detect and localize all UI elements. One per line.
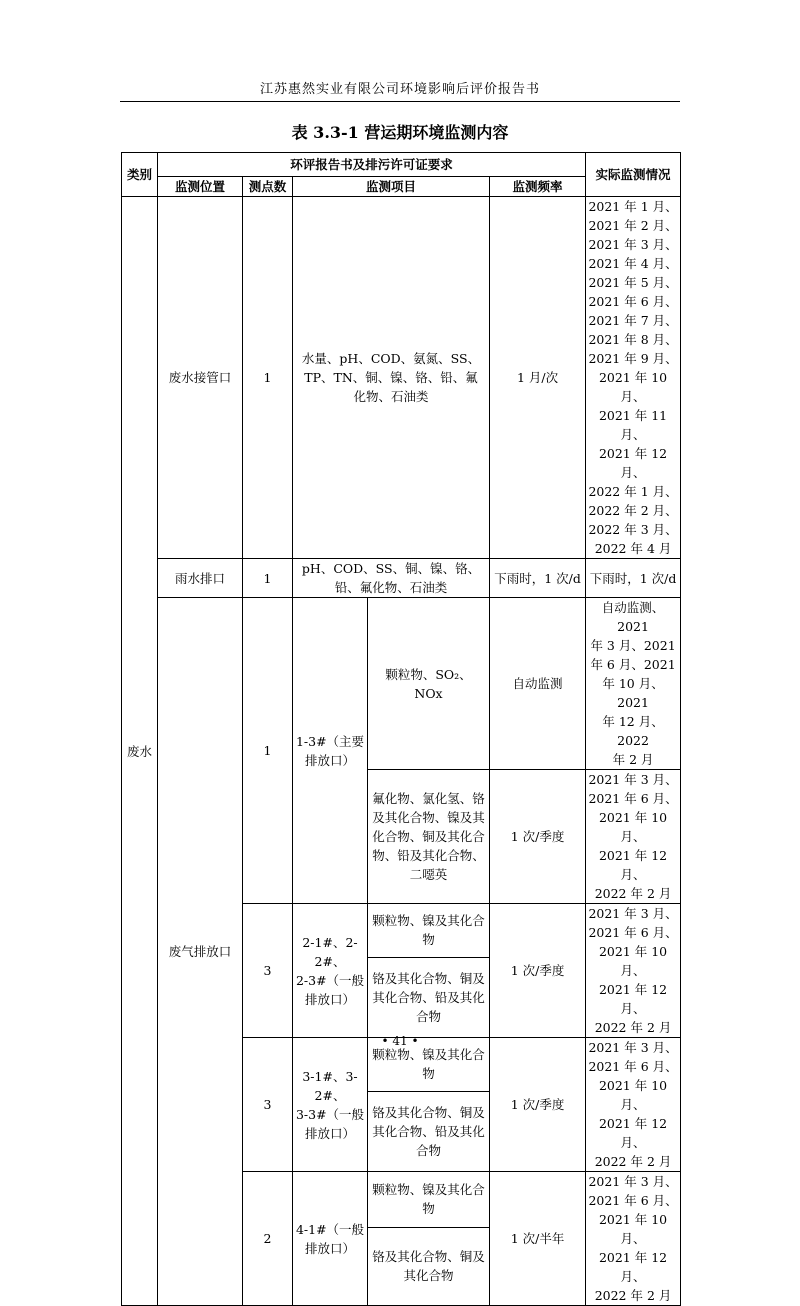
location-cell: 废水接管口: [158, 197, 243, 559]
page-number: • 41 •: [381, 1034, 419, 1048]
points-cell: 3: [243, 904, 293, 1038]
table-title: 表 3.3-1 营运期环境监测内容: [291, 123, 509, 142]
frequency-cell: 下雨时，1 次/d: [490, 559, 586, 598]
header-actual: 实际监测情况: [586, 153, 681, 197]
items-cell: 颗粒物、镍及其化合 物: [368, 1038, 490, 1092]
items-cell: 颗粒物、镍及其化合 物: [368, 904, 490, 958]
actual-cell: 2021 年 3 月、 2021 年 6 月、 2021 年 10 月、 2021 年 12 月、 2022 年 2 月: [586, 770, 681, 904]
points-cell: 2: [243, 1172, 293, 1306]
table-row: [122, 197, 681, 559]
items-cell: 颗粒物、SO₂、 NOx: [368, 598, 490, 770]
header-frequency: 监测频率: [490, 177, 586, 197]
frequency-cell: 1 次/季度: [490, 770, 586, 904]
items-cell: 铬及其化合物、铜及 其化合物、铅及其化 合物: [368, 957, 490, 1037]
header-location: 监测位置: [158, 177, 243, 197]
points-cell: 1: [243, 598, 293, 904]
items-cell: 水量、pH、COD、氨氮、SS、 TP、TN、铜、镍、铬、铅、氟 化物、石油类: [293, 197, 490, 559]
outlet-cell: 3-1#、3-2#、 3-3#（一般 排放口）: [293, 1038, 368, 1172]
actual-cell: 2021 年 3 月、 2021 年 6 月、 2021 年 10 月、 2021 年 12 月、 2022 年 2 月: [586, 1172, 681, 1306]
items-cell: 铬及其化合物、铜及 其化合物、铅及其化 合物: [368, 1091, 490, 1171]
outlet-cell: 1-3#（主要 排放口）: [293, 598, 368, 904]
monitoring-table: [121, 152, 681, 1306]
category-cell: 废水: [122, 197, 158, 1306]
outlet-cell: 2-1#、2-2#、 2-3#（一般 排放口）: [293, 904, 368, 1038]
location-cell: 废气排放口: [158, 598, 243, 1306]
header-requirement-group: 环评报告书及排污许可证要求: [158, 153, 586, 177]
frequency-cell: 1 月/次: [490, 197, 586, 559]
actual-cell: 自动监测、2021 年 3 月、2021 年 6 月、2021 年 10 月、2021 年 12 月、2022 年 2 月: [586, 598, 681, 770]
document-header: 江苏惠然实业有限公司环境影响后评价报告书: [259, 82, 540, 97]
actual-cell: 2021 年 3 月、 2021 年 6 月、 2021 年 10 月、 2021 年 12 月、 2022 年 2 月: [586, 904, 681, 1038]
frequency-cell: 1 次/季度: [490, 1038, 586, 1172]
header-divider: [120, 101, 680, 102]
points-cell: 3: [243, 1038, 293, 1172]
header-category: 类别: [122, 153, 158, 197]
frequency-cell: 1 次/季度: [490, 904, 586, 1038]
items-cell: pH、COD、SS、铜、镍、铬、 铅、氟化物、石油类: [293, 559, 490, 598]
frequency-cell: 自动监测: [490, 598, 586, 770]
outlet-cell: 4-1#（一般 排放口）: [293, 1172, 368, 1306]
items-cell: 颗粒物、镍及其化合 物: [368, 1172, 490, 1228]
points-cell: 1: [243, 197, 293, 559]
items-cell: 氟化物、氯化氢、铬 及其化合物、镍及其 化合物、铜及其化合 物、铅及其化合物、 二噁英: [368, 770, 490, 904]
table-row: [122, 598, 681, 770]
actual-cell: 下雨时，1 次/d: [586, 559, 681, 598]
table-row: [122, 559, 681, 598]
items-cell: 铬及其化合物、铜及 其化合物: [368, 1227, 490, 1305]
location-cell: 雨水排口: [158, 559, 243, 598]
points-cell: 1: [243, 559, 293, 598]
actual-cell: 2021 年 1 月、 2021 年 2 月、 2021 年 3 月、 2021 年 4 月、 2021 年 5 月、 2021 年 6 月、 2021 年 7 月、 2021 年 8 月、 2021 年 9 月、 2021 年 10 月、 2021 年 11 月、 2021 年 12 月、 2022 年 1 月、 2022 年 2 月、 2022 年 3 月、 2022 年 4 月: [586, 197, 681, 559]
header-points: 测点数: [243, 177, 293, 197]
header-items: 监测项目: [293, 177, 490, 197]
actual-cell: 2021 年 3 月、 2021 年 6 月、 2021 年 10 月、 2021 年 12 月、 2022 年 2 月: [586, 1038, 681, 1172]
frequency-cell: 1 次/半年: [490, 1172, 586, 1306]
